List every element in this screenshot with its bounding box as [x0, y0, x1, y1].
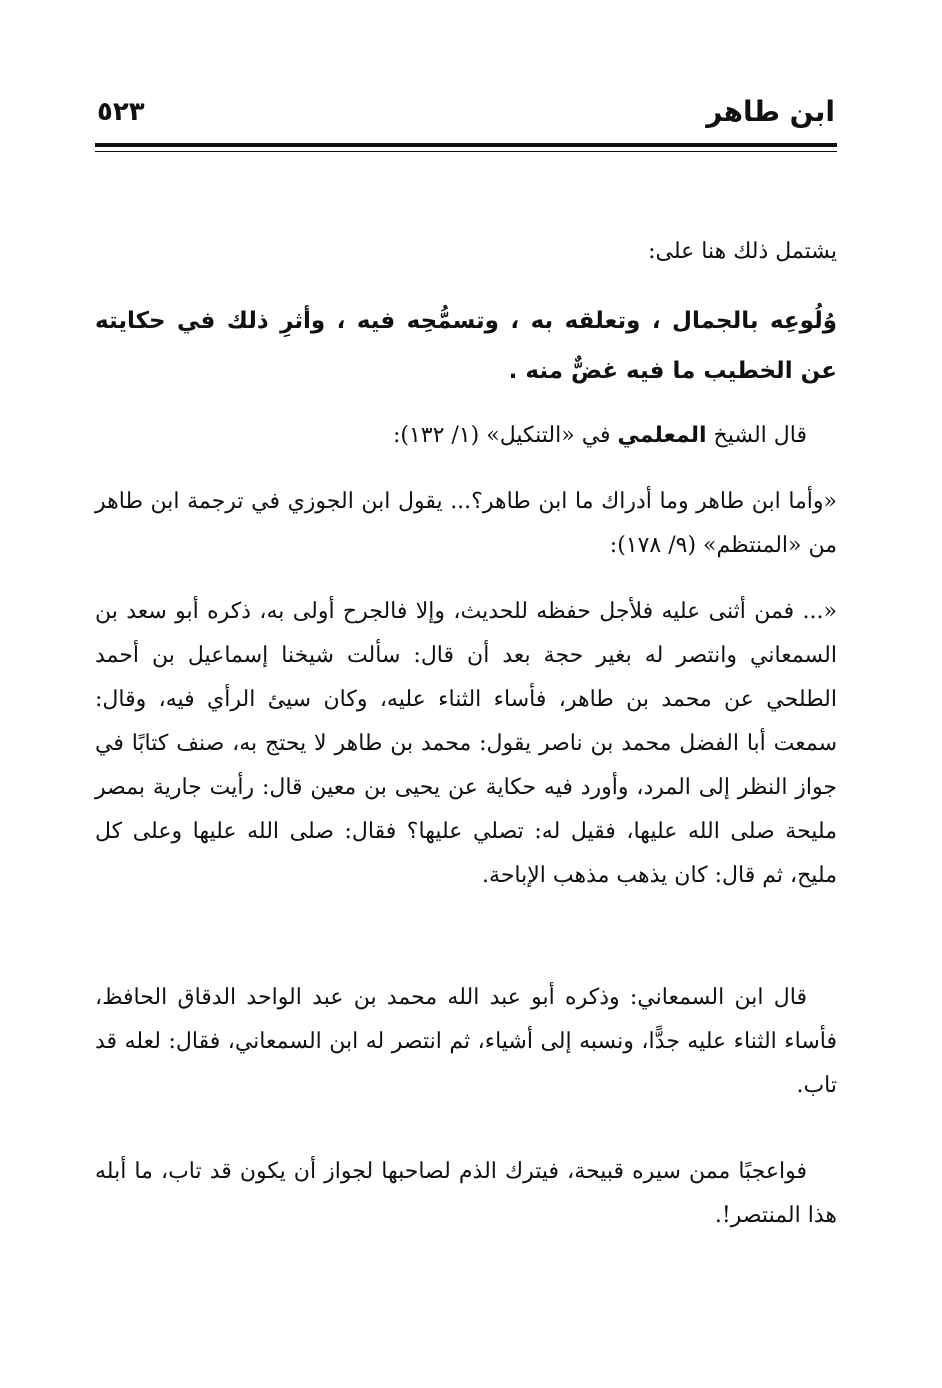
quote-paragraph-1: «وأما ابن طاهر وما أدراك ما ابن طاهر؟... يقول ابن الجوزي في ترجمة ابن طاهر من «المنتظم» (٩/ ١٧٨): — [95, 489, 837, 558]
page-number: ٥٢٣ — [97, 97, 145, 127]
attribution-name: المعلمي — [617, 423, 707, 448]
attribution-paragraph — [95, 414, 837, 458]
page-header — [95, 92, 837, 132]
samani-paragraph: قال ابن السمعاني: وذكره أبو عبد الله محمد بن عبد الواحد الدقاق الحافظ، فأساء الثناء عليه جدًّا، ونسبه إلى أشياء، ثم انتصر له ابن السمعاني، فقال: لعله قد تاب. — [95, 985, 837, 1098]
quote-paragraph-2: «... فمن أثنى عليه فلأجل حفظه للحديث، وإلا فالجرح أولى به، ذكره أبو سعد بن السمعاني وانتصر له بغير حجة بعد أن قال: سألت شيخنا إسماعيل بن أحمد الطلحي عن محمد بن طاهر، فأساء الثناء عليه، وكان سيئ الرأي فيه، وقال: سمعت أبا الفضل محمد بن ناصر يقول: محمد بن طاهر لا يحتج به، صنف كتابًا في جواز النظر إلى المرد، وأورد فيه حكاية عن يحيى بن معين قال: رأيت جارية بمصر مليحة صلى الله عليها، فقيل له: تصلي عليها؟ فقال: صلى الله عليها وعلى كل مليح، ثم قال: كان يذهب مذهب الإباحة. — [95, 599, 837, 888]
attribution-before: قال الشيخ — [713, 423, 807, 448]
header-rule-thin — [95, 151, 837, 152]
running-title: ابن طاهر — [706, 95, 835, 128]
closing-paragraph: فواعجبًا ممن سيره قبيحة، فيترك الذم لصاحبها لجواز أن يكون قد تاب، ما أبله هذا المنتصر!. — [95, 1159, 837, 1228]
intro-line: يشتمل ذلك هنا على: — [648, 239, 837, 264]
header-rule-thick — [95, 143, 837, 147]
book-page — [95, 0, 837, 1388]
attribution-after: في «التنكيل» (١/ ١٣٢): — [392, 423, 611, 448]
section-heading: وُلُوعِه بالجمال ، وتعلقه به ، وتسمُّحِه فيه ، وأثرِ ذلك في حكايته عن الخطيب ما فيه غضٌّ منه . — [95, 308, 837, 384]
